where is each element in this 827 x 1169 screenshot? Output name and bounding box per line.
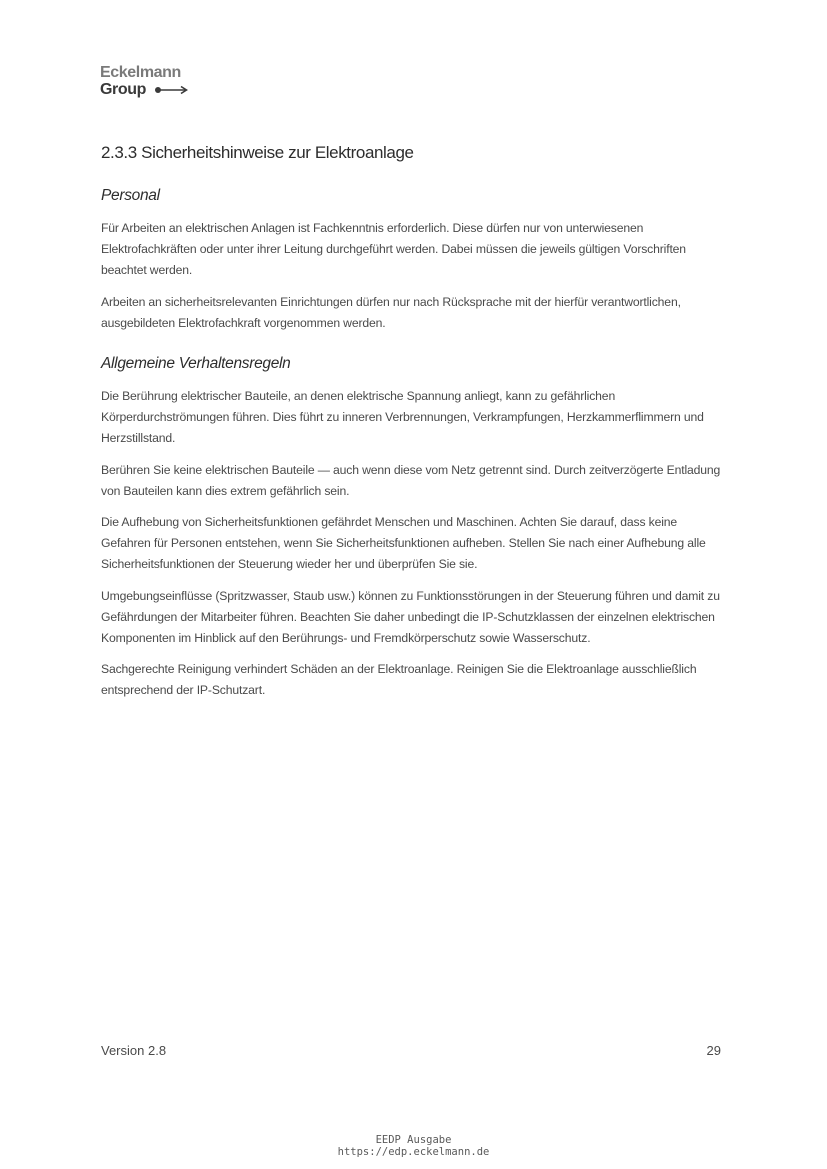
logo-text-group: Group bbox=[100, 81, 146, 98]
block-personal bbox=[101, 184, 723, 334]
document-content bbox=[101, 140, 723, 712]
arrow-right-icon bbox=[154, 85, 190, 95]
stamp-url: https://edp.eckelmann.de bbox=[337, 1146, 490, 1158]
section-title: 2.3.3 Sicherheitshinweise zur Elektroanlage bbox=[101, 143, 414, 162]
eckelmann-group-logo bbox=[100, 64, 220, 100]
subheading-personal: Personal bbox=[101, 187, 160, 204]
paragraph: Berühren Sie keine elektrischen Bauteile — auch wenn diese vom Netz getrennt sind. Durch zeitverzögerte Entladung von Bauteilen kann dies extrem gefährlich sein. bbox=[101, 462, 721, 498]
logo-text-eckelmann: Eckelmann bbox=[100, 64, 181, 81]
paragraph: Arbeiten an sicherheitsrelevanten Einrichtungen dürfen nur nach Rücksprache mit der hierfür verantwortlichen, ausgebildeten Elektrofachkraft vorgenommen werden. bbox=[101, 294, 681, 330]
edition-stamp bbox=[0, 1134, 827, 1158]
paragraph: Sachgerechte Reinigung verhindert Schäden an der Elektroanlage. Reinigen Sie die Elektroanlage ausschließlich entsprechend der IP-Schutzart. bbox=[101, 662, 697, 698]
stamp-line-1: EEDP Ausgabe bbox=[375, 1134, 452, 1146]
paragraph: Die Aufhebung von Sicherheitsfunktionen gefährdet Menschen und Maschinen. Achten Sie darauf, dass keine Gefahren für Personen entstehen, wenn Sie Sicherheitsfunktionen aufheben. Stellen Sie nach einer Aufhebung alle Sicherheitsfunktionen der Steuerung wieder her und überprüfen Sie sie. bbox=[101, 515, 706, 572]
subheading-allgemeine-verhaltensregeln: Allgemeine Verhaltensregeln bbox=[101, 355, 291, 373]
page-number: 29 bbox=[706, 1043, 721, 1058]
paragraph: Umgebungseinflüsse (Spritzwasser, Staub usw.) können zu Funktionsstörungen in der Steuerung führen und damit zu Gefährdungen der Mitarbeiter führen. Beachten Sie daher unbedingt die IP-Schutzklassen der einzelnen elektrischen Komponenten im Hinblick auf den Berührungs- und Fremdkörperschutz sowie Wasserschutz. bbox=[101, 588, 720, 646]
paragraph: Für Arbeiten an elektrischen Anlagen ist Fachkenntnis erforderlich. Diese dürfen nur von unterwiesenen Elektrofachkräften oder unter ihrer Leitung durchgeführt werden. Dabei müssen die jeweils gültigen Vorschriften beachtet werden. bbox=[101, 221, 686, 278]
paragraph: Die Berührung elektrischer Bauteile, an denen elektrische Spannung anliegt, kann zu gefährlichen Körperdurchströmungen führen. Dies führt zu inneren Verbrennungen, Verkrampfungen, Herzkammerflimmern und Herzstillstand. bbox=[101, 389, 704, 446]
footer-version: Version 2.8 bbox=[101, 1043, 167, 1058]
block-allgemeine-verhaltensregeln bbox=[101, 352, 723, 702]
